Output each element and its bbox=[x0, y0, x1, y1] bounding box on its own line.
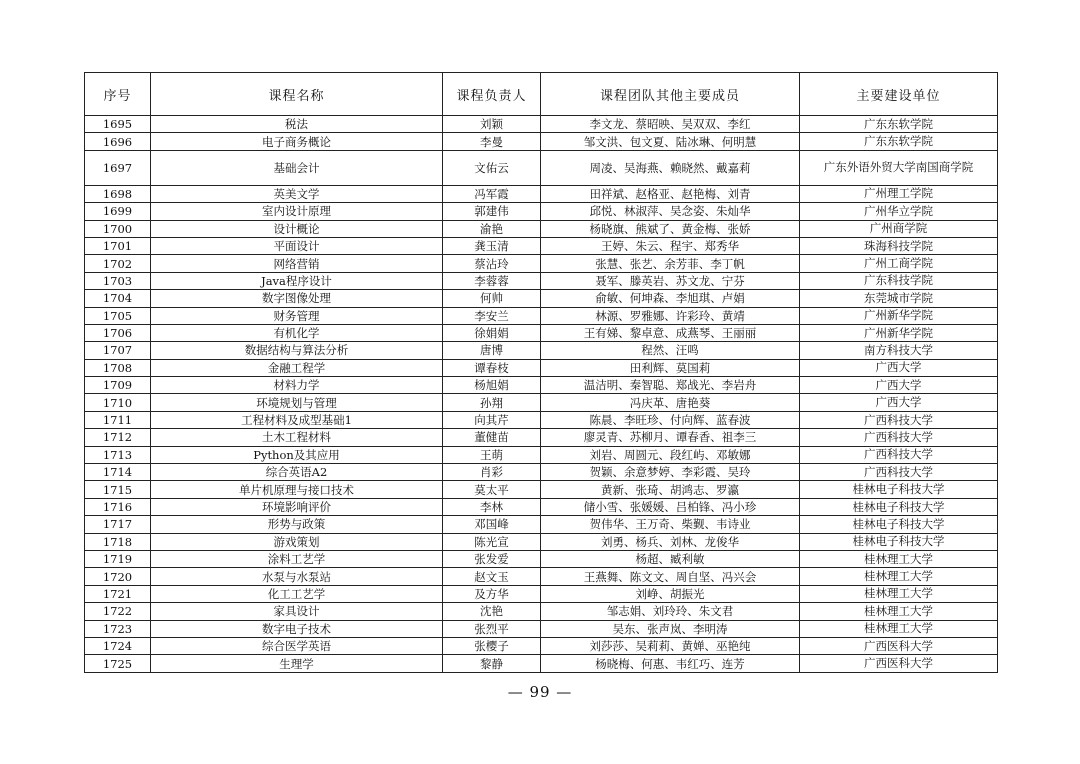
cell-unit: 桂林电子科技大学 bbox=[800, 516, 998, 533]
cell-course-lead: 李曼 bbox=[443, 133, 541, 150]
cell-team-members: 杨晓旗、熊斌了、黄金梅、张娇 bbox=[541, 220, 800, 237]
cell-course-lead: 冯军霞 bbox=[443, 185, 541, 202]
cell-course-lead: 杨旭娟 bbox=[443, 377, 541, 394]
cell-course-name: Python及其应用 bbox=[151, 446, 443, 463]
cell-seq: 1697 bbox=[85, 150, 151, 185]
cell-seq: 1709 bbox=[85, 377, 151, 394]
cell-course-lead: 张烈平 bbox=[443, 620, 541, 637]
cell-course-lead: 莫太平 bbox=[443, 481, 541, 498]
cell-course-name: 室内设计原理 bbox=[151, 203, 443, 220]
cell-seq: 1706 bbox=[85, 324, 151, 341]
cell-course-lead: 李蓉蓉 bbox=[443, 272, 541, 289]
cell-seq: 1704 bbox=[85, 290, 151, 307]
cell-course-lead: 沈艳 bbox=[443, 603, 541, 620]
cell-course-lead: 董健苗 bbox=[443, 429, 541, 446]
table-row bbox=[85, 203, 998, 220]
cell-course-name: 土木工程材料 bbox=[151, 429, 443, 446]
cell-seq: 1708 bbox=[85, 359, 151, 376]
cell-unit: 东莞城市学院 bbox=[800, 290, 998, 307]
header-seq: 序号 bbox=[85, 73, 151, 116]
cell-course-name: 生理学 bbox=[151, 655, 443, 672]
cell-seq: 1721 bbox=[85, 585, 151, 602]
cell-team-members: 邱悦、林淑萍、吴念姿、朱灿华 bbox=[541, 203, 800, 220]
cell-course-lead: 何帅 bbox=[443, 290, 541, 307]
cell-course-lead: 张发爱 bbox=[443, 550, 541, 567]
cell-seq: 1707 bbox=[85, 342, 151, 359]
cell-team-members: 聂军、滕英岩、苏文龙、宁芬 bbox=[541, 272, 800, 289]
cell-course-name: 材料力学 bbox=[151, 377, 443, 394]
cell-course-name: 化工工艺学 bbox=[151, 585, 443, 602]
cell-seq: 1723 bbox=[85, 620, 151, 637]
cell-team-members: 田祥斌、赵格亚、赵艳梅、刘青 bbox=[541, 185, 800, 202]
cell-seq: 1700 bbox=[85, 220, 151, 237]
cell-team-members: 黄新、张琦、胡鸿志、罗瀛 bbox=[541, 481, 800, 498]
table-row bbox=[85, 411, 998, 428]
cell-unit: 广东科技学院 bbox=[800, 272, 998, 289]
cell-course-name: 数字图像处理 bbox=[151, 290, 443, 307]
cell-team-members: 刘岩、周圆元、段红屿、邓敏娜 bbox=[541, 446, 800, 463]
cell-team-members: 邹文洪、包文夏、陆冰琳、何明慧 bbox=[541, 133, 800, 150]
cell-course-lead: 徐娟娟 bbox=[443, 324, 541, 341]
cell-course-name: 英美文学 bbox=[151, 185, 443, 202]
cell-course-name: 环境规划与管理 bbox=[151, 394, 443, 411]
cell-unit: 桂林电子科技大学 bbox=[800, 533, 998, 550]
header-course-lead: 课程负责人 bbox=[443, 73, 541, 116]
cell-unit: 广西医科大学 bbox=[800, 637, 998, 654]
table-row bbox=[85, 550, 998, 567]
cell-seq: 1701 bbox=[85, 237, 151, 254]
cell-team-members: 陈晨、李旺珍、付向辉、蓝春波 bbox=[541, 411, 800, 428]
cell-seq: 1717 bbox=[85, 516, 151, 533]
cell-seq: 1699 bbox=[85, 203, 151, 220]
table-row bbox=[85, 220, 998, 237]
table-row bbox=[85, 272, 998, 289]
table-row bbox=[85, 255, 998, 272]
cell-unit: 南方科技大学 bbox=[800, 342, 998, 359]
cell-course-name: 综合医学英语 bbox=[151, 637, 443, 654]
cell-course-name: Java程序设计 bbox=[151, 272, 443, 289]
cell-team-members: 俞敏、何坤森、李旭琪、卢娟 bbox=[541, 290, 800, 307]
cell-unit: 桂林电子科技大学 bbox=[800, 498, 998, 515]
cell-seq: 1703 bbox=[85, 272, 151, 289]
cell-unit: 广州新华学院 bbox=[800, 324, 998, 341]
cell-seq: 1716 bbox=[85, 498, 151, 515]
table-row bbox=[85, 133, 998, 150]
cell-unit: 广西科技大学 bbox=[800, 446, 998, 463]
header-team-members: 课程团队其他主要成员 bbox=[541, 73, 800, 116]
cell-course-name: 数据结构与算法分析 bbox=[151, 342, 443, 359]
cell-course-lead: 陈光宣 bbox=[443, 533, 541, 550]
table-row bbox=[85, 516, 998, 533]
cell-seq: 1695 bbox=[85, 116, 151, 133]
cell-course-name: 金融工程学 bbox=[151, 359, 443, 376]
table-row bbox=[85, 446, 998, 463]
table-body bbox=[85, 116, 998, 673]
cell-course-name: 有机化学 bbox=[151, 324, 443, 341]
table-row bbox=[85, 620, 998, 637]
cell-course-lead: 龚玉清 bbox=[443, 237, 541, 254]
table-row bbox=[85, 568, 998, 585]
cell-team-members: 贺颖、余意梦婷、李彩霞、吴玲 bbox=[541, 464, 800, 481]
cell-seq: 1713 bbox=[85, 446, 151, 463]
cell-team-members: 王婷、朱云、程宇、郑秀华 bbox=[541, 237, 800, 254]
cell-unit: 广东东软学院 bbox=[800, 116, 998, 133]
table-row bbox=[85, 585, 998, 602]
cell-course-name: 涂料工艺学 bbox=[151, 550, 443, 567]
cell-course-lead: 郭建伟 bbox=[443, 203, 541, 220]
cell-team-members: 周凌、吴海燕、赖晓然、戴嘉莉 bbox=[541, 150, 800, 185]
cell-seq: 1719 bbox=[85, 550, 151, 567]
cell-unit: 广西医科大学 bbox=[800, 655, 998, 672]
cell-unit: 广州华立学院 bbox=[800, 203, 998, 220]
table-row bbox=[85, 533, 998, 550]
table-row bbox=[85, 359, 998, 376]
cell-seq: 1724 bbox=[85, 637, 151, 654]
cell-course-name: 电子商务概论 bbox=[151, 133, 443, 150]
cell-course-lead: 谭春枝 bbox=[443, 359, 541, 376]
cell-unit: 广东外语外贸大学南国商学院 bbox=[800, 150, 998, 185]
cell-unit: 广州商学院 bbox=[800, 220, 998, 237]
cell-course-name: 单片机原理与接口技术 bbox=[151, 481, 443, 498]
cell-unit: 桂林理工大学 bbox=[800, 603, 998, 620]
cell-seq: 1696 bbox=[85, 133, 151, 150]
table-row bbox=[85, 150, 998, 185]
cell-seq: 1711 bbox=[85, 411, 151, 428]
cell-unit: 广西大学 bbox=[800, 394, 998, 411]
cell-unit: 广西大学 bbox=[800, 377, 998, 394]
cell-team-members: 刘峥、胡振光 bbox=[541, 585, 800, 602]
cell-course-lead: 文佑云 bbox=[443, 150, 541, 185]
cell-unit: 桂林理工大学 bbox=[800, 620, 998, 637]
cell-team-members: 冯庆革、唐艳葵 bbox=[541, 394, 800, 411]
cell-course-name: 平面设计 bbox=[151, 237, 443, 254]
cell-seq: 1710 bbox=[85, 394, 151, 411]
cell-seq: 1718 bbox=[85, 533, 151, 550]
header-unit: 主要建设单位 bbox=[800, 73, 998, 116]
cell-seq: 1720 bbox=[85, 568, 151, 585]
table-row bbox=[85, 290, 998, 307]
cell-course-name: 形势与政策 bbox=[151, 516, 443, 533]
cell-course-name: 设计概论 bbox=[151, 220, 443, 237]
cell-team-members: 张慧、张艺、余芳菲、李丁帆 bbox=[541, 255, 800, 272]
cell-team-members: 王燕舞、陈文文、周自坚、冯兴会 bbox=[541, 568, 800, 585]
cell-course-name: 网络营销 bbox=[151, 255, 443, 272]
table-row bbox=[85, 307, 998, 324]
header-course-name: 课程名称 bbox=[151, 73, 443, 116]
cell-course-name: 家具设计 bbox=[151, 603, 443, 620]
cell-course-lead: 刘颖 bbox=[443, 116, 541, 133]
cell-seq: 1705 bbox=[85, 307, 151, 324]
cell-seq: 1714 bbox=[85, 464, 151, 481]
cell-course-name: 环境影响评价 bbox=[151, 498, 443, 515]
table-row bbox=[85, 498, 998, 515]
cell-unit: 广西科技大学 bbox=[800, 411, 998, 428]
cell-course-lead: 向其芹 bbox=[443, 411, 541, 428]
table-row bbox=[85, 603, 998, 620]
cell-seq: 1712 bbox=[85, 429, 151, 446]
cell-team-members: 杨晓梅、何惠、韦红巧、连芳 bbox=[541, 655, 800, 672]
cell-course-name: 综合英语A2 bbox=[151, 464, 443, 481]
cell-team-members: 刘勇、杨兵、刘林、龙俊华 bbox=[541, 533, 800, 550]
cell-team-members: 田利辉、莫国莉 bbox=[541, 359, 800, 376]
cell-team-members: 吴东、张声岚、李明涛 bbox=[541, 620, 800, 637]
cell-course-lead: 孙翔 bbox=[443, 394, 541, 411]
cell-seq: 1722 bbox=[85, 603, 151, 620]
cell-seq: 1698 bbox=[85, 185, 151, 202]
cell-course-lead: 王萌 bbox=[443, 446, 541, 463]
table-row bbox=[85, 637, 998, 654]
cell-seq: 1715 bbox=[85, 481, 151, 498]
table-row bbox=[85, 116, 998, 133]
cell-course-lead: 邓国峰 bbox=[443, 516, 541, 533]
cell-unit: 广州工商学院 bbox=[800, 255, 998, 272]
cell-team-members: 邹志娟、刘玲玲、朱文君 bbox=[541, 603, 800, 620]
cell-team-members: 王有娣、黎卓意、成燕琴、王丽丽 bbox=[541, 324, 800, 341]
cell-course-lead: 渝艳 bbox=[443, 220, 541, 237]
cell-course-lead: 黎静 bbox=[443, 655, 541, 672]
cell-unit: 珠海科技学院 bbox=[800, 237, 998, 254]
table-row bbox=[85, 394, 998, 411]
cell-course-name: 工程材料及成型基础1 bbox=[151, 411, 443, 428]
cell-seq: 1725 bbox=[85, 655, 151, 672]
cell-course-lead: 赵文玉 bbox=[443, 568, 541, 585]
cell-unit: 广西科技大学 bbox=[800, 464, 998, 481]
cell-team-members: 程然、汪鸣 bbox=[541, 342, 800, 359]
table-row bbox=[85, 324, 998, 341]
cell-course-lead: 张樱子 bbox=[443, 637, 541, 654]
table-row bbox=[85, 464, 998, 481]
cell-course-lead: 蔡沾玲 bbox=[443, 255, 541, 272]
cell-course-name: 基础会计 bbox=[151, 150, 443, 185]
cell-course-name: 水泵与水泵站 bbox=[151, 568, 443, 585]
cell-team-members: 贺伟华、王万奇、柴觐、韦诗业 bbox=[541, 516, 800, 533]
cell-course-name: 数字电子技术 bbox=[151, 620, 443, 637]
cell-team-members: 储小雪、张媛媛、吕柏锋、冯小珍 bbox=[541, 498, 800, 515]
cell-course-lead: 及方华 bbox=[443, 585, 541, 602]
cell-unit: 广西大学 bbox=[800, 359, 998, 376]
cell-unit: 桂林理工大学 bbox=[800, 568, 998, 585]
cell-unit: 桂林电子科技大学 bbox=[800, 481, 998, 498]
cell-seq: 1702 bbox=[85, 255, 151, 272]
table-row bbox=[85, 481, 998, 498]
cell-course-lead: 李林 bbox=[443, 498, 541, 515]
cell-course-lead: 肖彩 bbox=[443, 464, 541, 481]
course-table bbox=[84, 72, 998, 673]
cell-team-members: 李文龙、蔡昭映、吴双双、李红 bbox=[541, 116, 800, 133]
cell-unit: 桂林理工大学 bbox=[800, 550, 998, 567]
table-header-row bbox=[85, 73, 998, 116]
cell-team-members: 刘莎莎、吴莉莉、黄婵、巫艳纯 bbox=[541, 637, 800, 654]
cell-team-members: 温洁明、秦智聪、郑战光、李岩舟 bbox=[541, 377, 800, 394]
cell-unit: 广东东软学院 bbox=[800, 133, 998, 150]
cell-unit: 桂林理工大学 bbox=[800, 585, 998, 602]
page-number: — 99 — bbox=[507, 683, 573, 701]
cell-team-members: 廖灵青、苏柳月、谭春香、祖李三 bbox=[541, 429, 800, 446]
cell-course-lead: 唐博 bbox=[443, 342, 541, 359]
cell-unit: 广州理工学院 bbox=[800, 185, 998, 202]
cell-unit: 广州新华学院 bbox=[800, 307, 998, 324]
table-row bbox=[85, 342, 998, 359]
table-row bbox=[85, 655, 998, 672]
cell-team-members: 林源、罗雅娜、许彩玲、黄靖 bbox=[541, 307, 800, 324]
table-row bbox=[85, 377, 998, 394]
table-row bbox=[85, 429, 998, 446]
cell-course-lead: 李安兰 bbox=[443, 307, 541, 324]
cell-course-name: 税法 bbox=[151, 116, 443, 133]
table-row bbox=[85, 237, 998, 254]
cell-unit: 广西科技大学 bbox=[800, 429, 998, 446]
cell-team-members: 杨超、臧利敏 bbox=[541, 550, 800, 567]
table-row bbox=[85, 185, 998, 202]
cell-course-name: 财务管理 bbox=[151, 307, 443, 324]
cell-course-name: 游戏策划 bbox=[151, 533, 443, 550]
